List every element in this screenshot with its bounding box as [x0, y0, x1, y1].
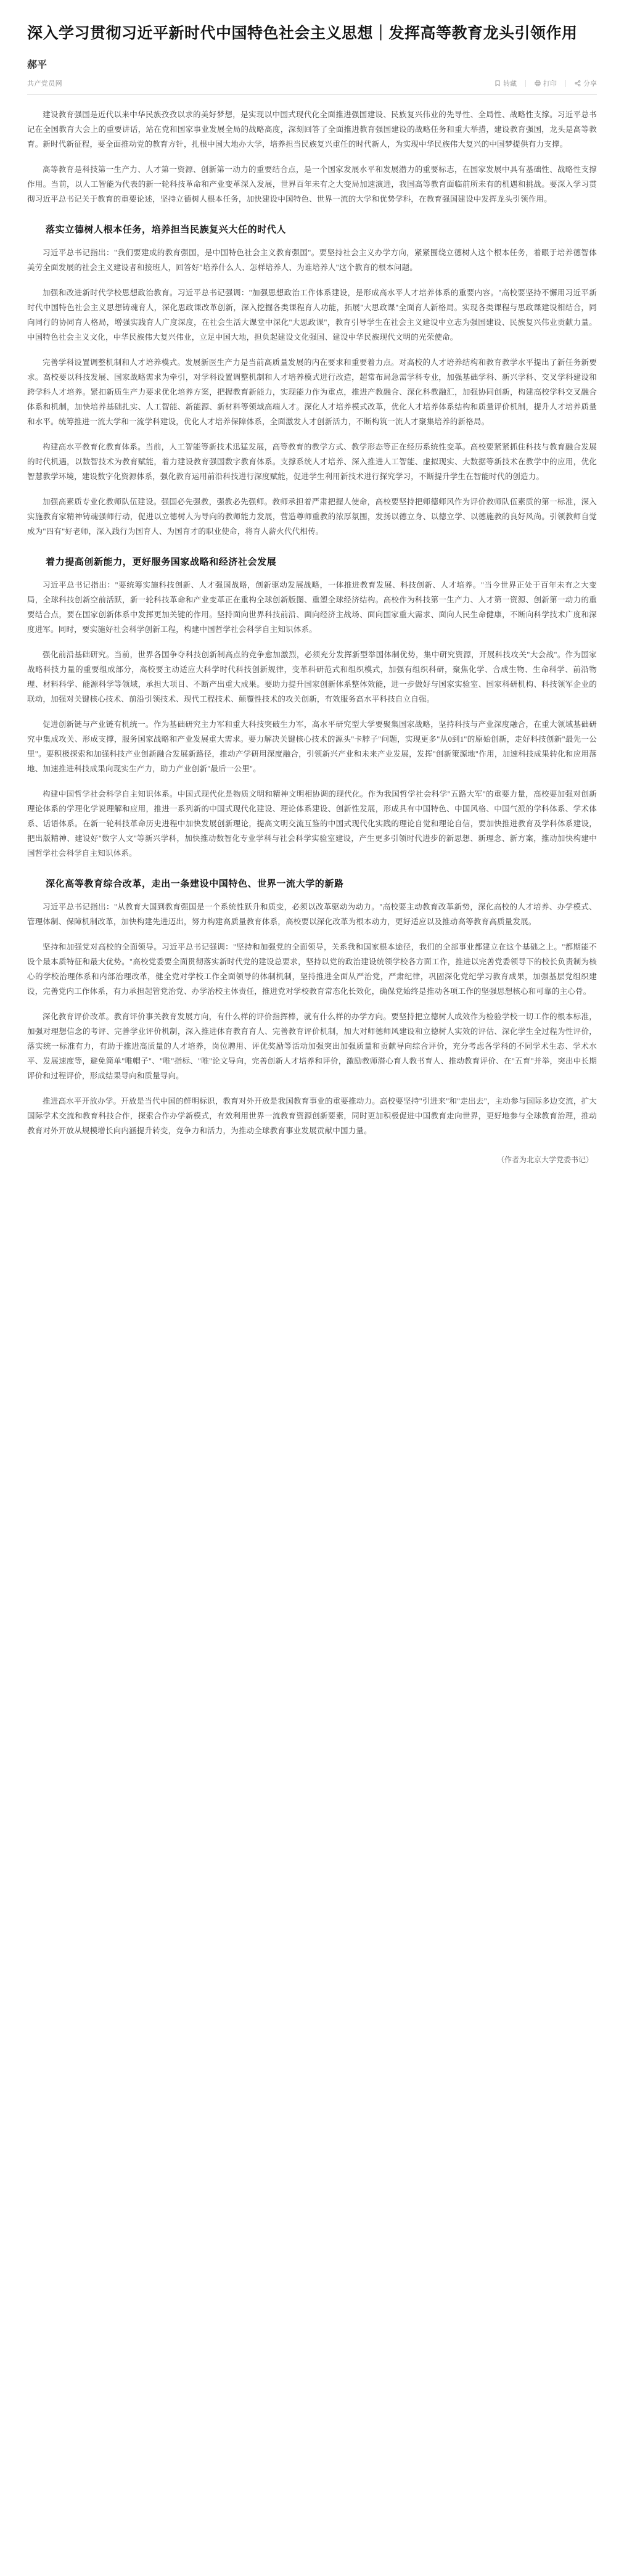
article-page [0, 0, 624, 1189]
page-title: 深入学习贯彻习近平新时代中国特色社会主义思想｜发挥高等教育龙头引领作用 [27, 25, 578, 42]
section-2-paragraph-2: 强化前沿基础研究。当前，世界各国争夺科技创新制高点的竞争愈加激烈，必须充分发挥新型举国体制优势，集中研究资源，开展科技攻关"大会战"。作为国家战略科技力量的重要组成部分，高校要主动适应大科学时代科技创新规律，变革科研范式和组织模式，加强有组织科研，聚焦化学、合成生物、生命科学、前沿物理、材料科学、能源科学等领域，承担大项目、不断产出重大成果。要助力提升国家创新体系整体效能，进一步做好与国家实验室、国家科研机构、科技领军企业的联动，加强对关键核心技术、前沿引领技术、现代工程技术、颠覆性技术的攻关创新，有效服务高水平科技自立自强。 [27, 650, 597, 703]
section-1-paragraph-2: 加强和改进新时代学校思想政治教育。习近平总书记强调："加强思想政治工作体系建设，是形成高水平人才培养体系的重要内容。"高校要坚持不懈用习近平新时代中国特色社会主义思想铸魂育人，深化思政课改革创新，深入挖掘各类课程育人功能，拓展"大思政课"全面育人新格局。实现各类课程与思政课建设相结合，同向同行的协同育人格局，增强实践育人广度深度，在社会生活大课堂中深化"大思政课"，教育引导学生在社会主义建设中立志为强国建设、民族复兴伟业贡献力量。中国特色社会主义文化，中华民族伟大复兴伟业，立足中国大地，担负起建设文化强国、建设中华民族现代文明的光荣使命。 [27, 289, 597, 342]
section-3-paragraph-4: 推进高水平开放办学。开放是当代中国的鲜明标识，教育对外开放是我国教育事业的重要推动力。高校要坚持"引进来"和"走出去"，主动参与国际多边交流，扩大国际学术交流和教育科技合作，探索合作办学新模式，有效利用世界一流教育资源创新要素，同时更加积极促进中国教育走向世界，更好地参与全球教育治理，推动教育对外开放从规模增长向内涵提升转变，竞争力和活力，为推动全球教育事业发展贡献中国力量。 [27, 1097, 597, 1135]
section-1-paragraph-4: 构建高水平教育化教育体系。当前，人工智能等新技术迅猛发展，高等教育的教学方式、教学形态等正在经历系统性变革。高校要紧紧抓住科技与教育融合发展的时代机遇，以数智技术为教育赋能，着力建设教育强国数字教育体系。支撑系统人才培养、深入推进人工智能、虚拟现实、大数据等新技术在教学中的应用，优化智慧教学环境，建设数字化资源体系，强化教育运用前沿科技进行深度赋能，促进学生利用新技术进行探究学习，不断提升学生在智能时代的创造力。 [27, 443, 597, 481]
source-tag: 共产党员网 [27, 80, 62, 88]
share-button[interactable] [575, 78, 597, 88]
print-button[interactable] [535, 78, 557, 88]
section-3-paragraph-1: 习近平总书记指出："从教育大国到教育强国是一个系统性跃升和质变，必须以改革驱动为动力。"高校要主动教育改革新势，深化高校的人才培养、办学模式、管理体制、保障机制改革，加快构建先进迈出，努力构建高质量教育体系，高校要以深化改革为根本动力，更好适应以及推动高等教育高质量发展。 [27, 903, 597, 926]
article-author: 郝平 [27, 60, 47, 70]
meta-divider-2 [565, 80, 566, 87]
save-button[interactable] [495, 78, 517, 88]
meta-bar [27, 78, 597, 95]
section-1-paragraph-5: 加强高素质专业化教师队伍建设。强国必先强教，强教必先强师。教师承担着严肃把握人使命，高校要坚持把师德师风作为评价教师队伍素质的第一标准，深入实施教育家精神铸魂强师行动，促进以立德树人为导向的教师能力发展，营造尊师重教的浓厚氛围，发扬以德立身、以德立学、以德施教的良好风尚。引领教师自觉成为"四有"好老师，深入践行为国育人、为国育才的职业使命，将育人薪火代代相传。 [27, 498, 597, 536]
paragraph-intro-1: 建设教育强国是近代以来中华民族孜孜以求的美好梦想，是实现以中国式现代化全面推进强国建设、民族复兴伟业的先导性、全局性、战略性支撑。习近平总书记在全国教育大会上的重要讲话，站在党和国家事业发展全局的战略高度，深刻回答了全面推进教育强国建设的战略任务和重大举措，建设教育强国，龙头是高等教育。新时代新征程，要全面推动党的教育方针，扎根中国大地办大学，培养担当民族复兴重任的时代新人，为实现中华民族伟大复兴的中国梦提供有力支撑。 [27, 110, 597, 149]
section-2-paragraph-1: 习近平总书记指出："要统筹实施科技创新、人才强国战略，创新驱动发展战略，一体推进教育发展、科技创新、人才培养。"当今世界正处于百年未有之大变局，全球科技创新空前活跃，新一轮科技革命和产业变革正在重构全球创新版图、重塑全球经济结构。高校作为科技第一生产力、人才第一资源、创新第一动力的重要结合点，要在国家创新体系中发挥更加关键的作用。坚持面向世界科技前沿、面向经济主战场、面向国家重大需求、面向人民生命健康，不断向科学技术广度和深度进军。同时，要实施好社会科学创新工程，构建中国哲学社会科学自主知识体系。 [27, 581, 597, 634]
section-1-paragraph-1: 习近平总书记指出："我们要建成的教育强国，是中国特色社会主义教育强国"。要坚持社会主义办学方向，紧紧围绕立德树人这个根本任务，着眼于培养德智体美劳全面发展的社会主义建设者和接班人，回答好"培养什么人、怎样培养人、为谁培养人"这个教育的根本问题。 [27, 248, 597, 272]
section-2-paragraph-3: 促进创新链与产业链有机统一。作为基础研究主力军和重大科技突破生力军，高水平研究型大学要聚集国家战略，坚持科技与产业深度融合，在重大领域基础研究中集成攻关、形成支撑，服务国家战略和产业发展重大需求。要力解决关键核心技术的源头"卡脖子"问题，实现更多"从0到1"的原始创新，走好科技创新"最先一公里"。要积极探索和加强科技产业创新融合发展新路径，推动产学研用深度融合，引领新兴产业和未来产业发展，发挥"创新策源地"作用，加速科技成果转化和应用落地、加速推进科技成果向现实生产力，助力产业创新"最后一公里"。 [27, 720, 597, 773]
section-1-paragraph-3: 完善学科设置调整机制和人才培养模式。发展新医生产力是当前高质量发展的内在要求和重要着力点。对高校的人才培养结构和教育教学水平提出了新任务新要求。高校要以科技发展、国家战略需求为牵引，对学科设置调整机制和人才培养模式进行改造，超常布局急需学科专业，加强基础学科、新兴学科、交叉学科建设和跨学科人才培养。紧扣新质生产力要求优化培养方案，把握教育新能力，实现能力作为重点，推进产教融合、深化科教融汇，加强协同创新，构建高校学科交叉融合体系和机制，加快培养基础扎实、人工智能、新能源、新材料等领域高端人才。深化人才培养模式改革，优化人才培养体系结构和质量评价机制，提升人才培养质量和水平。统筹推进一流大学和一流学科建设，优化人才培养保障体系，全面激发人才创新活力，不断构筑一流人才聚集培养的新格局。 [27, 358, 597, 426]
print-label: 打印 [543, 80, 557, 88]
section-3-paragraph-2: 坚持和加强党对高校的全面领导。习近平总书记强调："坚持和加强党的全面领导，关系我和国家根本途径，我们的全部事业都建立在这个基础之上。"都期能不设个最本质特征和最大优势。"高校党委要全面贯彻落实新时代党的建设总要求，坚持以党的政治建设统领学校各方面工作，推进以完善党委领导下的校长负责制为核心的学校治理体系和内部治理改革，健全党对学校工作全面领导的体制机制，坚持推进全面从严治党，严肃纪律，巩固深化党纪学习教育成果，加强基层党组织建设，完善党内工作体系，有力承担起管党治党、办学治校主体责任，推进党对学校教育常态化长效化，确保党始终是推动各项工作的坚强思想核心和可靠的主心骨。 [27, 943, 597, 996]
share-icon [575, 80, 581, 86]
bookmark-icon [495, 80, 501, 86]
paragraph-intro-2: 高等教育是科技第一生产力、人才第一资源、创新第一动力的重要结合点，是一个国家发展水平和发展潜力的重要标志，在国家发展中具有基础性、战略性支撑作用。当前，以人工智能为代表的新一轮科技革命和产业变革深入发展，世界百年未有之大变局加速演进，我国高等教育面临前所未有的机遇和挑战。要深入学习贯彻习近平总书记关于教育的重要论述，坚持立德树人根本任务，加快建设中国特色、世界一流的大学和优势学科，在教育强国建设中发挥龙头引领作用。 [27, 165, 597, 203]
share-label: 分享 [583, 80, 597, 88]
meta-divider-1 [525, 80, 526, 87]
section-3-paragraph-3: 深化教育评价改革。教育评价事关教育发展方向，有什么样的评价指挥棒，就有什么样的办学方向。要坚持把立德树人成效作为检验学校一切工作的根本标准，加强对理想信念的考评、完善学业评价机制，深入推进体育教育育人、完善教育评价机制，加大对师德师风建设和立德树人实效的评估、深化学生全过程为性评价，落实统一标准有力，有助于推进高质量的人才培养，岗位聘用、评优奖励等活动加强突出加强质量和贡献导向综合评价，充分考虑各学科的不同学术生态、学术水平、发展速度等，避免简单"唯帽子"、"唯"指标、"唯"论文导向，完善创新人才培养和评价，激励教师潜心育人教书育人、推动教育评价、在"五育"并举，突出中长期评价和过程评价，形成结果导向和质量导向。 [27, 1012, 597, 1080]
save-label: 转藏 [503, 80, 517, 88]
section-heading-3: 深化高等教育综合改革，走出一条建设中国特色、世界一流大学的新路 [46, 879, 344, 889]
section-heading-1: 落实立德树人根本任务，培养担当民族复兴大任的时代人 [46, 225, 287, 235]
section-heading-2: 着力提高创新能力，更好服务国家战略和经济社会发展 [46, 557, 277, 567]
printer-icon [535, 80, 541, 86]
article-signature: （作者为北京大学党委书记） [496, 1155, 593, 1164]
meta-actions [495, 78, 597, 88]
section-2-paragraph-4: 构建中国哲学社会科学自主知识体系。中国式现代化是物质文明和精神文明相协调的现代化。作为我国哲学社会科学"五路大军"的重要力量，高校要加强对创新理论体系的学理化学说理解和应用，推进一系列新的中国式现代化建设、理论体系建设、创新性发展，形成具有中国特色、中国风格、中国气派的学科体系、学术体系、话语体系。在新一轮科技革命历史进程中加快发展创新理论，提高文明交流互鉴的中国式现代化实践的理论自觉和理论自信，要加快推进教育及学科体系建设，把出版精神、建设好"数字人文"等新兴学科，加快推动数智化专业学科与社会科学实验室建设，产生更多引领时代进步的新思想、新理念、新方案，推动加快构建中国哲学社会科学自主知识体系。 [27, 790, 597, 858]
